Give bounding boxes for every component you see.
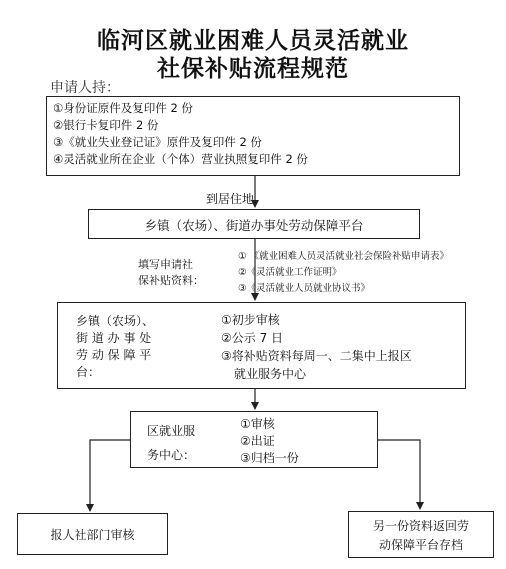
document-item: ②银行卡复印件 2 份 — [53, 118, 159, 132]
applicant-label: 申请人持： — [50, 80, 120, 96]
fill-label-line-2: 保补贴资料： — [138, 274, 204, 287]
hr-department-label: 报人社部门审核 — [50, 528, 135, 542]
service-center-step: ③归档一份 — [240, 451, 299, 465]
arrow-to-hr-department — [90, 440, 130, 511]
archive-label-line-1: 另一份资料返回劳 — [372, 519, 469, 533]
platform-review-step: 就业服务中心 — [234, 367, 307, 381]
platform-review-label-line: 劳 动 保 障 平 — [76, 348, 152, 362]
page-title-line-1: 临河区就业困难人员灵活就业 — [97, 28, 409, 54]
service-center-step: ①审核 — [240, 417, 275, 431]
arrow-to-archive — [378, 440, 420, 509]
document-item: ④灵活就业所在企业（个体）营业执照复印件 2 份 — [53, 152, 308, 166]
form-item: ③《灵活就业人员就业协议书》 — [238, 283, 371, 294]
platform-review-label-line: 街 道 办 事 处 — [76, 331, 152, 345]
platform-review-step: ③将补贴资料每周一、二集中上报区 — [221, 349, 412, 363]
form-item: ②《灵活就业工作证明》 — [238, 267, 342, 278]
service-center-label-line: 务中心： — [147, 448, 196, 462]
form-item: ① 《就业困难人员灵活就业社会保险补贴申请表》 — [238, 251, 450, 262]
platform-box-label: 乡镇（农场）、街道办事处劳动保障平台 — [144, 218, 364, 233]
arrow-label-residence: 到居住地 — [206, 192, 255, 206]
platform-review-step: ②公示 7 日 — [221, 331, 284, 345]
platform-review-step: ①初步审核 — [221, 313, 280, 327]
service-center-label-line: 区就业服 — [147, 424, 196, 438]
document-item: ①身份证原件及复印件 2 份 — [53, 101, 193, 115]
fill-label-line-1: 填写申请社 — [138, 258, 193, 271]
page-title-line-2: 社保补贴流程规范 — [157, 56, 349, 82]
platform-review-label-line: 台： — [76, 365, 101, 379]
service-center-step: ②出证 — [240, 434, 275, 448]
archive-label-line-2: 动保障平台存档 — [378, 538, 463, 552]
document-item: ③《就业失业登记证》原件及复印件 2 份 — [53, 135, 262, 149]
platform-review-label-line: 乡镇（农场）、 — [76, 314, 155, 328]
